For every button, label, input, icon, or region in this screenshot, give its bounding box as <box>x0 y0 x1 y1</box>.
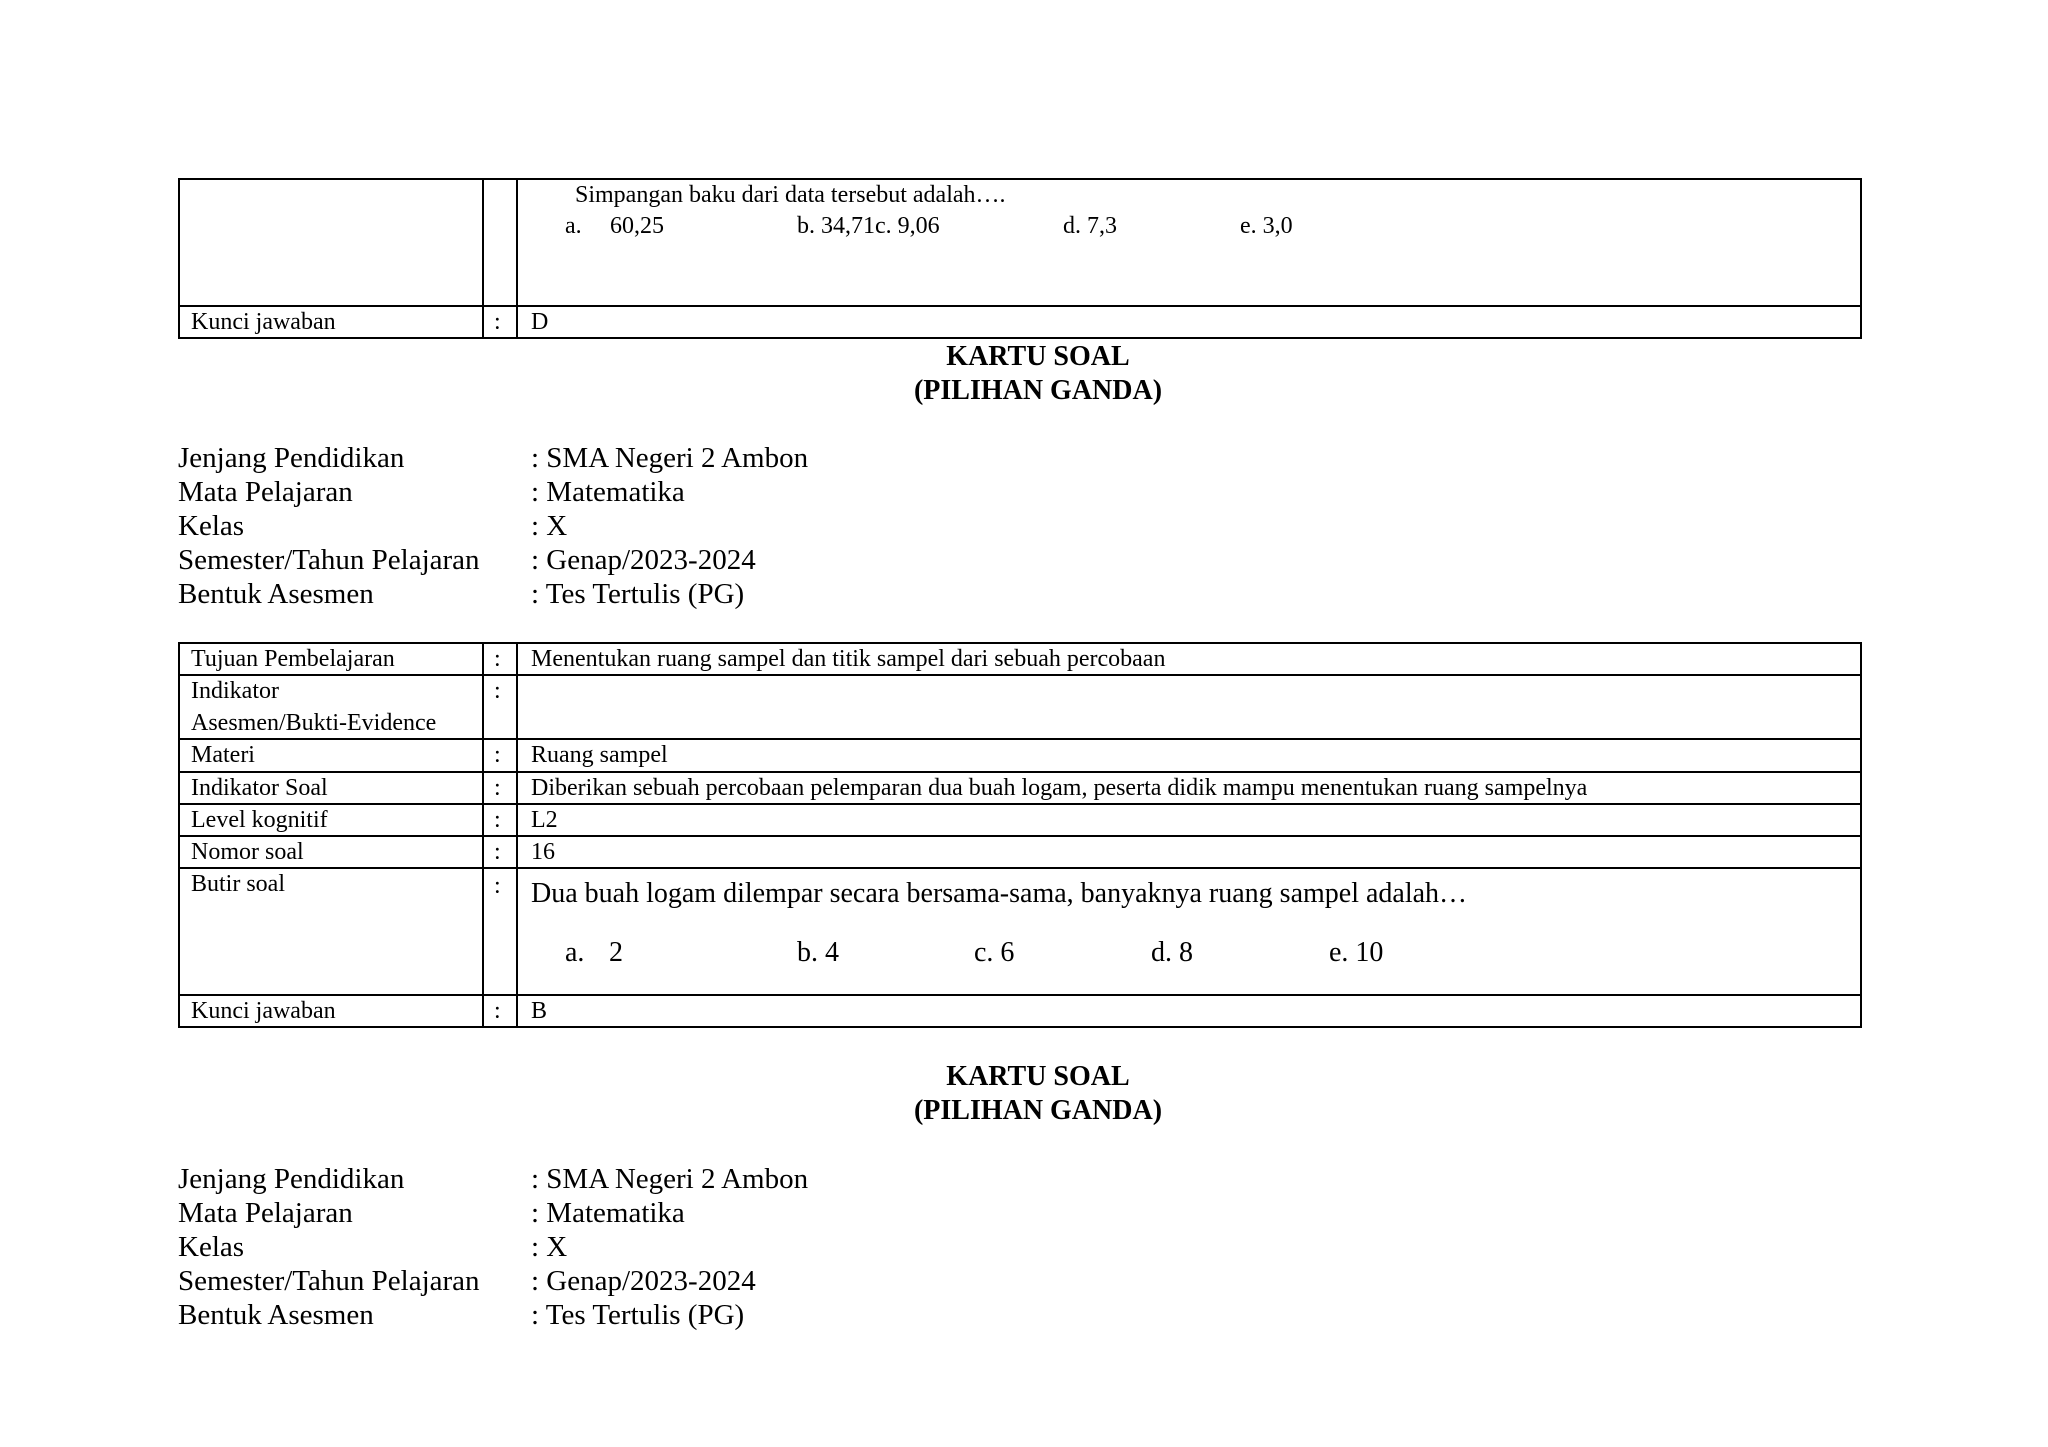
card2-title: KARTU SOAL <box>946 1061 1130 1092</box>
kunci-label: Kunci jawaban <box>191 998 336 1024</box>
row-colon: : <box>494 998 501 1024</box>
materi-value: Ruang sampel <box>531 742 668 768</box>
tujuan-label: Tujuan Pembelajaran <box>191 646 395 672</box>
nomor-label: Nomor soal <box>191 839 304 865</box>
card1-subtitle: (PILIHAN GANDA) <box>913 375 1163 406</box>
card1-meta-label: Kelas <box>178 510 245 542</box>
prev-answer-key-label: Kunci jawaban <box>191 309 336 335</box>
card1-meta-label: Semester/Tahun Pelajaran <box>178 544 480 576</box>
butir-question: Dua buah logam dilempar secara bersama-sama, banyaknya ruang sampel adalah… <box>531 878 1468 909</box>
card1-meta-value: : Matematika <box>531 476 685 508</box>
card1-title: KARTU SOAL <box>946 341 1130 372</box>
row-colon: : <box>494 646 501 672</box>
card1-meta-label: Bentuk Asesmen <box>178 578 374 610</box>
prev-option-bc: b. 34,71c. 9,06 <box>797 213 940 239</box>
card2-meta-label: Kelas <box>178 1231 245 1263</box>
card2-meta-value: : Genap/2023-2024 <box>531 1265 756 1297</box>
indikator-asesmen-label-line2: Asesmen/Bukti-Evidence <box>191 710 437 736</box>
butir-option-e: e. 10 <box>1329 937 1384 968</box>
card2-meta-value: : Tes Tertulis (PG) <box>531 1299 745 1331</box>
card2-subtitle: (PILIHAN GANDA) <box>913 1095 1163 1126</box>
card1-meta-value: : Tes Tertulis (PG) <box>531 578 745 610</box>
prev-question-text: Simpangan baku dari data tersebut adalah…. <box>575 182 1006 208</box>
card2-meta-label: Semester/Tahun Pelajaran <box>178 1265 480 1297</box>
card1-meta-value: : SMA Negeri 2 Ambon <box>531 442 809 474</box>
nomor-value: 16 <box>531 839 555 865</box>
prev-option-e: e. 3,0 <box>1240 213 1293 239</box>
card2-meta-value: : SMA Negeri 2 Ambon <box>531 1163 809 1195</box>
row-colon: : <box>494 839 501 865</box>
prev-option-a: 60,25 <box>610 213 664 239</box>
prev-option-a-marker: a. <box>565 213 582 239</box>
indikator-soal-label: Indikator Soal <box>191 775 328 801</box>
butir-option-d: d. 8 <box>1151 937 1193 968</box>
card2-meta-label: Bentuk Asesmen <box>178 1299 374 1331</box>
row-colon: : <box>494 873 501 899</box>
prev-answer-key-colon: : <box>494 309 501 335</box>
card1-meta-value: : X <box>531 510 568 542</box>
tujuan-value: Menentukan ruang sampel dan titik sampel dari sebuah percobaan <box>531 646 1166 672</box>
level-label: Level kognitif <box>191 807 328 833</box>
card1-meta-value: : Genap/2023-2024 <box>531 544 756 576</box>
row-colon: : <box>494 807 501 833</box>
row-colon: : <box>494 775 501 801</box>
row-colon: : <box>494 678 501 704</box>
card2-meta-label: Jenjang Pendidikan <box>178 1163 405 1195</box>
butir-label: Butir soal <box>191 871 285 897</box>
materi-label: Materi <box>191 742 255 768</box>
butir-option-c: c. 6 <box>974 937 1015 968</box>
butir-option-b: b. 4 <box>797 937 839 968</box>
prev-option-d: d. 7,3 <box>1063 213 1117 239</box>
row-colon: : <box>494 742 501 768</box>
indikator-asesmen-label-line1: Indikator <box>191 678 279 704</box>
kunci-value: B <box>531 998 548 1024</box>
butir-option-a: 2 <box>609 937 623 968</box>
card2-meta-value: : X <box>531 1231 568 1263</box>
card2-meta-value: : Matematika <box>531 1197 685 1229</box>
card2-meta-label: Mata Pelajaran <box>178 1197 353 1229</box>
card1-meta-label: Mata Pelajaran <box>178 476 353 508</box>
card1-meta-label: Jenjang Pendidikan <box>178 442 405 474</box>
prev-answer-key-value: D <box>531 309 549 335</box>
butir-option-a-marker: a. <box>565 937 585 968</box>
level-value: L2 <box>531 807 558 833</box>
indikator-soal-value: Diberikan sebuah percobaan pelemparan dua buah logam, peserta didik mampu menentukan ruang sampelnya <box>531 775 1588 801</box>
